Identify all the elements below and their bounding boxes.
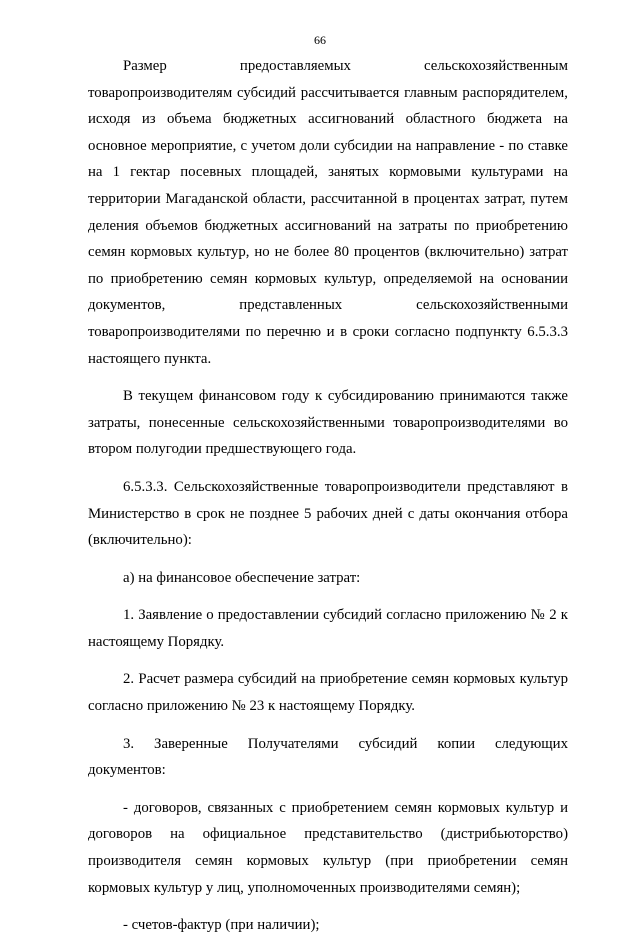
paragraph-item-1: 1. Заявление о предоставлении субсидий согласно приложению № 2 к настоящему Порядку. [88, 607, 568, 650]
paragraph-6-5-3-3: 6.5.3.3. Сельскохозяйственные товаропроизводители представляют в Министерство в срок не позднее 5 рабочих дней с даты окончания отбора (включительно): [88, 478, 568, 549]
document-body [88, 53, 568, 939]
page-number: 66 [314, 33, 326, 47]
paragraph-item-2: 2. Расчет размера субсидий на приобретение семян кормовых культур согласно приложению № 23 к настоящему Порядку. [88, 671, 568, 715]
paragraph-current-year: В текущем финансовом году к субсидированию принимаются также затраты, понесенные сельскохозяйственными товаропроизводителями во втором полугодии предшествующего года. [88, 388, 568, 458]
paragraph-invoices: - счетов-фактур (при наличии); [123, 917, 320, 934]
paragraph-item-a: а) на финансовое обеспечение затрат: [123, 569, 361, 586]
paragraph-item-3: 3. Заверенные Получателями субсидий копии следующих документов: [88, 735, 568, 779]
paragraph-subsidy-size: Размер предоставляемых сельскохозяйственным товаропроизводителям субсидий рассчитывается главным распорядителем, исходя из объема бюджетных ассигнований областного бюджета на основное мероприятие, с учетом доли субсидии на направление - по ставке на 1 гектар посевных площадей, занятых кормовыми культурами на территории Магаданской области, рассчитанной в процентах затрат, путем деления объемов бюджетных ассигнований на затраты по приобретению семян кормовых культур, но не более 80 процентов (включительно) затрат по приобретению семян кормовых культур, определяемой на основании документов, представленных сельскохозяйственными товаропроизводителями по перечню и в сроки согласно подпункту 6.5.3.3 настоящего пункта. [88, 58, 568, 367]
paragraph-contracts: - договоров, связанных с приобретением семян кормовых культур и договоров на официальное представительство (дистрибьюторство) производителя семян кормовых культур (при приобретении семян кормовых культур у лиц, уполномоченных производителями семян); [88, 799, 568, 896]
